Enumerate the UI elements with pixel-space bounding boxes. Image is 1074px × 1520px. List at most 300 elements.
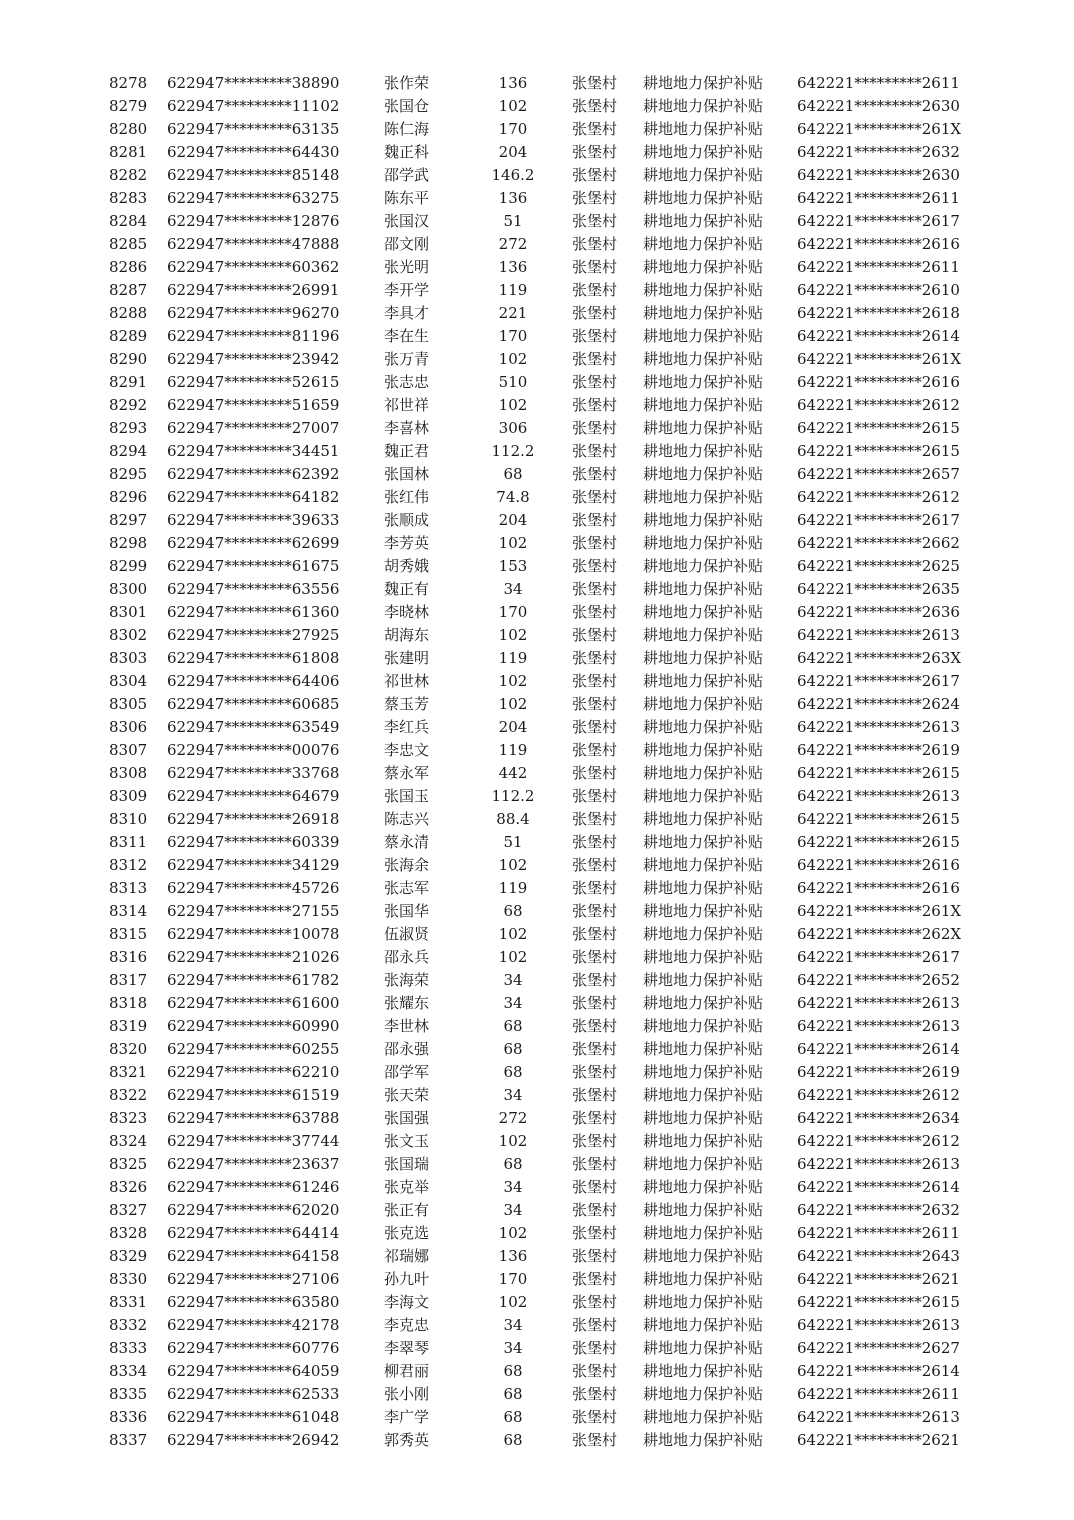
subsidy-type: 耕地地力保护补贴	[643, 1155, 764, 1173]
id-number: 642221*********2618	[797, 304, 960, 322]
subsidy-amount: 510	[498, 373, 528, 391]
row-number: 8332	[109, 1316, 148, 1334]
table-row	[0, 463, 1074, 486]
row-number: 8283	[109, 189, 148, 207]
id-number: 642221*********2662	[797, 534, 960, 552]
subsidy-type: 耕地地力保护补贴	[643, 74, 764, 92]
table-row	[0, 1061, 1074, 1084]
bank-account: 622947*********21026	[167, 948, 340, 966]
village: 张堡村	[572, 1270, 618, 1288]
recipient-name: 张海荣	[384, 971, 430, 989]
subsidy-type: 耕地地力保护补贴	[643, 948, 764, 966]
bank-account: 622947*********11102	[167, 97, 340, 115]
id-number: 642221*********2615	[797, 442, 960, 460]
row-number: 8325	[109, 1155, 148, 1173]
recipient-name: 陈东平	[384, 189, 430, 207]
row-number: 8285	[109, 235, 148, 253]
subsidy-amount: 204	[498, 511, 528, 529]
village: 张堡村	[572, 1247, 618, 1265]
table-row	[0, 900, 1074, 923]
recipient-name: 张海余	[384, 856, 430, 874]
bank-account: 622947*********27007	[167, 419, 340, 437]
row-number: 8300	[109, 580, 148, 598]
subsidy-type: 耕地地力保护补贴	[643, 695, 764, 713]
recipient-name: 胡秀娥	[384, 557, 430, 575]
row-number: 8284	[109, 212, 148, 230]
row-number: 8331	[109, 1293, 148, 1311]
subsidy-type: 耕地地力保护补贴	[643, 511, 764, 529]
subsidy-amount: 68	[503, 1063, 523, 1081]
subsidy-amount: 102	[498, 695, 528, 713]
subsidy-type: 耕地地力保护补贴	[643, 120, 764, 138]
bank-account: 622947*********63580	[167, 1293, 340, 1311]
row-number: 8334	[109, 1362, 148, 1380]
recipient-name: 张志忠	[384, 373, 430, 391]
row-number: 8308	[109, 764, 148, 782]
recipient-name: 蔡玉芳	[384, 695, 430, 713]
table-row	[0, 1107, 1074, 1130]
village: 张堡村	[572, 1316, 618, 1334]
row-number: 8326	[109, 1178, 148, 1196]
bank-account: 622947*********51659	[167, 396, 340, 414]
recipient-name: 魏正君	[384, 442, 430, 460]
table-row	[0, 555, 1074, 578]
row-number: 8333	[109, 1339, 148, 1357]
table-row	[0, 1360, 1074, 1383]
bank-account: 622947*********12876	[167, 212, 340, 230]
bank-account: 622947*********61246	[167, 1178, 340, 1196]
village: 张堡村	[572, 350, 618, 368]
row-number: 8313	[109, 879, 148, 897]
table-row	[0, 141, 1074, 164]
table-row	[0, 831, 1074, 854]
id-number: 642221*********2613	[797, 1316, 960, 1334]
id-number: 642221*********2610	[797, 281, 960, 299]
subsidy-type: 耕地地力保护补贴	[643, 419, 764, 437]
row-number: 8324	[109, 1132, 148, 1150]
village: 张堡村	[572, 741, 618, 759]
village: 张堡村	[572, 764, 618, 782]
subsidy-type: 耕地地力保护补贴	[643, 1132, 764, 1150]
table-row	[0, 279, 1074, 302]
table-row	[0, 992, 1074, 1015]
table-row	[0, 1337, 1074, 1360]
subsidy-amount: 74.8	[496, 488, 530, 506]
bank-account: 622947*********81196	[167, 327, 340, 345]
subsidy-type: 耕地地力保护补贴	[643, 649, 764, 667]
row-number: 8294	[109, 442, 148, 460]
subsidy-amount: 442	[498, 764, 528, 782]
id-number: 642221*********2611	[797, 189, 960, 207]
bank-account: 622947*********63135	[167, 120, 340, 138]
subsidy-amount: 272	[498, 1109, 528, 1127]
bank-account: 622947*********64182	[167, 488, 340, 506]
bank-account: 622947*********64059	[167, 1362, 340, 1380]
village: 张堡村	[572, 465, 618, 483]
subsidy-type: 耕地地力保护补贴	[643, 1339, 764, 1357]
id-number: 642221*********2621	[797, 1270, 960, 1288]
subsidy-type: 耕地地力保护补贴	[643, 994, 764, 1012]
row-number: 8309	[109, 787, 148, 805]
table-row	[0, 854, 1074, 877]
recipient-name: 邵永强	[384, 1040, 430, 1058]
subsidy-type: 耕地地力保护补贴	[643, 97, 764, 115]
table-row	[0, 1038, 1074, 1061]
recipient-name: 陈仁海	[384, 120, 430, 138]
bank-account: 622947*********34129	[167, 856, 340, 874]
row-number: 8278	[109, 74, 148, 92]
subsidy-type: 耕地地力保护补贴	[643, 902, 764, 920]
subsidy-amount: 170	[498, 120, 528, 138]
bank-account: 622947*********61675	[167, 557, 340, 575]
row-number: 8293	[109, 419, 148, 437]
subsidy-type: 耕地地力保护补贴	[643, 373, 764, 391]
row-number: 8299	[109, 557, 148, 575]
id-number: 642221*********2657	[797, 465, 960, 483]
table-row	[0, 95, 1074, 118]
village: 张堡村	[572, 258, 618, 276]
id-number: 642221*********2619	[797, 741, 960, 759]
village: 张堡村	[572, 396, 618, 414]
bank-account: 622947*********62020	[167, 1201, 340, 1219]
row-number: 8296	[109, 488, 148, 506]
subsidy-type: 耕地地力保护补贴	[643, 258, 764, 276]
village: 张堡村	[572, 1431, 618, 1449]
village: 张堡村	[572, 281, 618, 299]
row-number: 8310	[109, 810, 148, 828]
village: 张堡村	[572, 534, 618, 552]
bank-account: 622947*********26918	[167, 810, 340, 828]
row-number: 8323	[109, 1109, 148, 1127]
id-number: 642221*********2612	[797, 1086, 960, 1104]
row-number: 8297	[109, 511, 148, 529]
village: 张堡村	[572, 235, 618, 253]
subsidy-type: 耕地地力保护补贴	[643, 1362, 764, 1380]
table-row	[0, 233, 1074, 256]
village: 张堡村	[572, 1109, 618, 1127]
village: 张堡村	[572, 373, 618, 391]
row-number: 8292	[109, 396, 148, 414]
bank-account: 622947*********64406	[167, 672, 340, 690]
bank-account: 622947*********61600	[167, 994, 340, 1012]
subsidy-type: 耕地地力保护补贴	[643, 281, 764, 299]
village: 张堡村	[572, 1155, 618, 1173]
subsidy-amount: 119	[498, 649, 528, 667]
row-number: 8287	[109, 281, 148, 299]
row-number: 8290	[109, 350, 148, 368]
bank-account: 622947*********64414	[167, 1224, 340, 1242]
subsidy-type: 耕地地力保护补贴	[643, 304, 764, 322]
village: 张堡村	[572, 1063, 618, 1081]
village: 张堡村	[572, 189, 618, 207]
row-number: 8337	[109, 1431, 148, 1449]
subsidy-type: 耕地地力保护补贴	[643, 396, 764, 414]
id-number: 642221*********263X	[797, 649, 962, 667]
id-number: 642221*********2636	[797, 603, 960, 621]
village: 张堡村	[572, 902, 618, 920]
village: 张堡村	[572, 856, 618, 874]
village: 张堡村	[572, 120, 618, 138]
recipient-name: 李喜林	[384, 419, 430, 437]
table-row	[0, 1222, 1074, 1245]
subsidy-amount: 136	[498, 189, 528, 207]
row-number: 8302	[109, 626, 148, 644]
id-number: 642221*********2616	[797, 856, 960, 874]
village: 张堡村	[572, 787, 618, 805]
row-number: 8330	[109, 1270, 148, 1288]
id-number: 642221*********2612	[797, 1132, 960, 1150]
id-number: 642221*********2611	[797, 74, 960, 92]
row-number: 8335	[109, 1385, 148, 1403]
subsidy-amount: 102	[498, 672, 528, 690]
recipient-name: 李在生	[384, 327, 430, 345]
subsidy-type: 耕地地力保护补贴	[643, 465, 764, 483]
village: 张堡村	[572, 994, 618, 1012]
subsidy-type: 耕地地力保护补贴	[643, 1017, 764, 1035]
village: 张堡村	[572, 810, 618, 828]
recipient-name: 祁世祥	[384, 396, 430, 414]
row-number: 8291	[109, 373, 148, 391]
bank-account: 622947*********27155	[167, 902, 340, 920]
subsidy-amount: 68	[503, 1431, 523, 1449]
table-row	[0, 1406, 1074, 1429]
id-number: 642221*********2634	[797, 1109, 960, 1127]
village: 张堡村	[572, 925, 618, 943]
recipient-name: 张国仓	[384, 97, 430, 115]
bank-account: 622947*********63788	[167, 1109, 340, 1127]
id-number: 642221*********2611	[797, 1385, 960, 1403]
table-row	[0, 1314, 1074, 1337]
subsidy-type: 耕地地力保护补贴	[643, 810, 764, 828]
id-number: 642221*********2613	[797, 1017, 960, 1035]
table-row	[0, 417, 1074, 440]
subsidy-type: 耕地地力保护补贴	[643, 1385, 764, 1403]
recipient-name: 魏正科	[384, 143, 430, 161]
table-row	[0, 601, 1074, 624]
subsidy-type: 耕地地力保护补贴	[643, 764, 764, 782]
subsidy-amount: 102	[498, 1224, 528, 1242]
table-row	[0, 72, 1074, 95]
subsidy-amount: 68	[503, 1408, 523, 1426]
subsidy-table	[0, 72, 1074, 1452]
id-number: 642221*********2615	[797, 1293, 960, 1311]
recipient-name: 邵文刚	[384, 235, 430, 253]
recipient-name: 张国强	[384, 1109, 430, 1127]
table-row	[0, 1153, 1074, 1176]
bank-account: 622947*********38890	[167, 74, 340, 92]
id-number: 642221*********2627	[797, 1339, 960, 1357]
recipient-name: 陈志兴	[384, 810, 430, 828]
id-number: 642221*********261X	[797, 120, 962, 138]
row-number: 8319	[109, 1017, 148, 1035]
subsidy-type: 耕地地力保护补贴	[643, 626, 764, 644]
id-number: 642221*********2630	[797, 166, 960, 184]
id-number: 642221*********2615	[797, 833, 960, 851]
village: 张堡村	[572, 1040, 618, 1058]
row-number: 8304	[109, 672, 148, 690]
subsidy-type: 耕地地力保护补贴	[643, 350, 764, 368]
subsidy-amount: 119	[498, 741, 528, 759]
subsidy-type: 耕地地力保护补贴	[643, 1040, 764, 1058]
id-number: 642221*********2625	[797, 557, 960, 575]
bank-account: 622947*********61519	[167, 1086, 340, 1104]
subsidy-amount: 170	[498, 327, 528, 345]
bank-account: 622947*********42178	[167, 1316, 340, 1334]
recipient-name: 李克忠	[384, 1316, 430, 1334]
subsidy-amount: 102	[498, 97, 528, 115]
subsidy-type: 耕地地力保护补贴	[643, 143, 764, 161]
recipient-name: 李开学	[384, 281, 430, 299]
subsidy-amount: 68	[503, 1040, 523, 1058]
recipient-name: 李忠文	[384, 741, 430, 759]
village: 张堡村	[572, 1385, 618, 1403]
subsidy-type: 耕地地力保护补贴	[643, 166, 764, 184]
subsidy-amount: 34	[503, 1086, 523, 1104]
recipient-name: 邵学军	[384, 1063, 430, 1081]
table-row	[0, 693, 1074, 716]
row-number: 8295	[109, 465, 148, 483]
subsidy-amount: 153	[498, 557, 528, 575]
subsidy-amount: 102	[498, 626, 528, 644]
subsidy-type: 耕地地力保护补贴	[643, 235, 764, 253]
subsidy-amount: 68	[503, 1155, 523, 1173]
bank-account: 622947*********45726	[167, 879, 340, 897]
subsidy-type: 耕地地力保护补贴	[643, 327, 764, 345]
table-row	[0, 532, 1074, 555]
bank-account: 622947*********60339	[167, 833, 340, 851]
table-row	[0, 118, 1074, 141]
row-number: 8282	[109, 166, 148, 184]
bank-account: 622947*********27106	[167, 1270, 340, 1288]
id-number: 642221*********2616	[797, 235, 960, 253]
recipient-name: 李海文	[384, 1293, 430, 1311]
village: 张堡村	[572, 971, 618, 989]
bank-account: 622947*********96270	[167, 304, 340, 322]
bank-account: 622947*********63556	[167, 580, 340, 598]
subsidy-amount: 112.2	[491, 787, 535, 805]
table-row	[0, 1245, 1074, 1268]
subsidy-amount: 102	[498, 948, 528, 966]
village: 张堡村	[572, 1339, 618, 1357]
bank-account: 622947*********63549	[167, 718, 340, 736]
subsidy-amount: 306	[498, 419, 528, 437]
id-number: 642221*********2614	[797, 1362, 960, 1380]
subsidy-amount: 170	[498, 1270, 528, 1288]
row-number: 8311	[109, 833, 148, 851]
subsidy-type: 耕地地力保护补贴	[643, 741, 764, 759]
subsidy-type: 耕地地力保护补贴	[643, 787, 764, 805]
id-number: 642221*********2632	[797, 143, 960, 161]
id-number: 642221*********2617	[797, 948, 960, 966]
subsidy-amount: 272	[498, 235, 528, 253]
subsidy-amount: 51	[503, 212, 523, 230]
subsidy-amount: 102	[498, 350, 528, 368]
recipient-name: 祁世林	[384, 672, 430, 690]
bank-account: 622947*********37744	[167, 1132, 340, 1150]
id-number: 642221*********261X	[797, 350, 962, 368]
id-number: 642221*********2612	[797, 488, 960, 506]
id-number: 642221*********262X	[797, 925, 962, 943]
bank-account: 622947*********60255	[167, 1040, 340, 1058]
id-number: 642221*********261X	[797, 902, 962, 920]
bank-account: 622947*********27925	[167, 626, 340, 644]
table-row	[0, 785, 1074, 808]
table-row	[0, 670, 1074, 693]
subsidy-amount: 34	[503, 1316, 523, 1334]
table-row	[0, 187, 1074, 210]
id-number: 642221*********2613	[797, 1155, 960, 1173]
id-number: 642221*********2617	[797, 672, 960, 690]
village: 张堡村	[572, 304, 618, 322]
table-row	[0, 624, 1074, 647]
village: 张堡村	[572, 327, 618, 345]
table-row	[0, 1130, 1074, 1153]
table-row	[0, 578, 1074, 601]
subsidy-type: 耕地地力保护补贴	[643, 879, 764, 897]
subsidy-type: 耕地地力保护补贴	[643, 534, 764, 552]
subsidy-amount: 102	[498, 1293, 528, 1311]
recipient-name: 张红伟	[384, 488, 430, 506]
recipient-name: 张克举	[384, 1178, 430, 1196]
recipient-name: 李世林	[384, 1017, 430, 1035]
row-number: 8307	[109, 741, 148, 759]
id-number: 642221*********2635	[797, 580, 960, 598]
id-number: 642221*********2611	[797, 258, 960, 276]
id-number: 642221*********2613	[797, 718, 960, 736]
recipient-name: 张国汉	[384, 212, 430, 230]
bank-account: 622947*********00076	[167, 741, 340, 759]
id-number: 642221*********2614	[797, 1040, 960, 1058]
subsidy-type: 耕地地力保护补贴	[643, 1408, 764, 1426]
id-number: 642221*********2619	[797, 1063, 960, 1081]
table-row	[0, 509, 1074, 532]
village: 张堡村	[572, 511, 618, 529]
village: 张堡村	[572, 97, 618, 115]
recipient-name: 张万青	[384, 350, 430, 368]
subsidy-amount: 102	[498, 856, 528, 874]
bank-account: 622947*********61808	[167, 649, 340, 667]
bank-account: 622947*********62533	[167, 1385, 340, 1403]
subsidy-amount: 112.2	[491, 442, 535, 460]
id-number: 642221*********2612	[797, 396, 960, 414]
subsidy-amount: 136	[498, 258, 528, 276]
row-number: 8329	[109, 1247, 148, 1265]
recipient-name: 张顺成	[384, 511, 430, 529]
id-number: 642221*********2614	[797, 327, 960, 345]
recipient-name: 张建明	[384, 649, 430, 667]
subsidy-amount: 68	[503, 1017, 523, 1035]
bank-account: 622947*********26942	[167, 1431, 340, 1449]
subsidy-amount: 34	[503, 1178, 523, 1196]
table-row	[0, 1084, 1074, 1107]
village: 张堡村	[572, 833, 618, 851]
subsidy-type: 耕地地力保护补贴	[643, 1247, 764, 1265]
village: 张堡村	[572, 1224, 618, 1242]
subsidy-type: 耕地地力保护补贴	[643, 856, 764, 874]
village: 张堡村	[572, 557, 618, 575]
row-number: 8328	[109, 1224, 148, 1242]
table-row	[0, 210, 1074, 233]
subsidy-type: 耕地地力保护补贴	[643, 189, 764, 207]
row-number: 8298	[109, 534, 148, 552]
table-row	[0, 1383, 1074, 1406]
bank-account: 622947*********60685	[167, 695, 340, 713]
bank-account: 622947*********61048	[167, 1408, 340, 1426]
recipient-name: 孙九叶	[384, 1270, 430, 1288]
row-number: 8321	[109, 1063, 148, 1081]
subsidy-amount: 88.4	[496, 810, 530, 828]
subsidy-amount: 146.2	[491, 166, 535, 184]
